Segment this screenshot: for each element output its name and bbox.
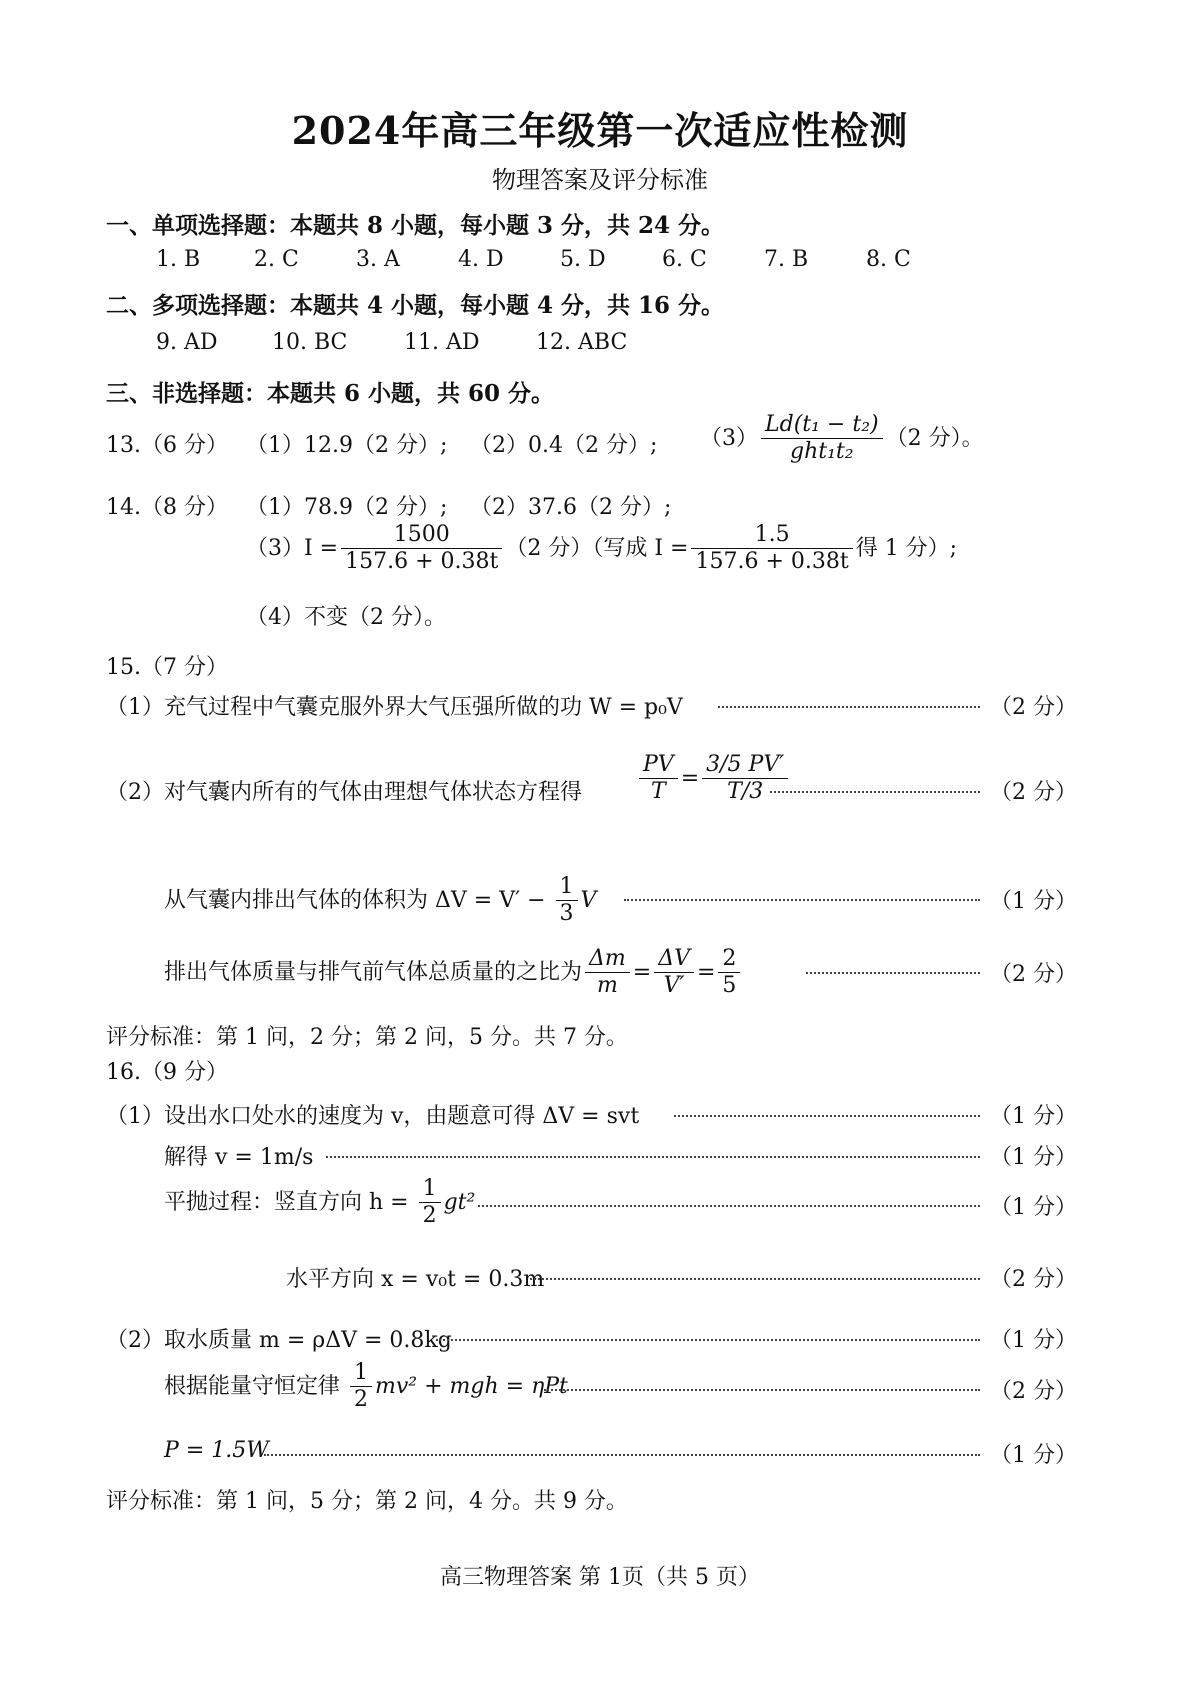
q14-fraction-alt-denominator: 157.6 + 0.38t — [695, 549, 849, 575]
q14-fraction-alt — [691, 522, 852, 576]
answer-10: 10. BC — [272, 330, 348, 355]
q13-part3-suffix: （2 分）。 — [885, 425, 984, 451]
leader-dots — [436, 1339, 980, 1341]
q15-line3 — [164, 874, 596, 928]
page-title: 2024年高三年级第一次适应性检测 — [291, 108, 909, 153]
q15-line3-text: 从气囊内排出气体的体积为 ΔV = V′ − — [164, 887, 553, 913]
q16-line3 — [164, 1176, 475, 1230]
q14-fraction-main-numerator: 1500 — [341, 522, 502, 549]
leader-dots — [264, 1454, 980, 1456]
answer-2: 2. C — [254, 247, 299, 272]
section3-heading: 三、非选择题：本题共 6 小题，共 60 分。 — [106, 380, 555, 407]
leader-dots — [770, 791, 980, 793]
q15-rhs-fraction — [702, 752, 788, 806]
q14-fraction-alt-numerator: 1.5 — [691, 522, 852, 549]
q16-line3-fraction — [419, 1176, 441, 1230]
leader-dots — [544, 1389, 980, 1391]
q13-part3-prefix: （3） — [700, 425, 758, 451]
q16-line6-numerator: 1 — [350, 1360, 372, 1387]
q16-line3-denominator: 2 — [422, 1203, 437, 1229]
answer-12: 12. ABC — [536, 330, 628, 355]
q16-line1-score: （1 分） — [990, 1104, 1077, 1129]
q13-label: 13.（6 分） — [106, 433, 228, 458]
q16-line6-score: （2 分） — [990, 1379, 1077, 1404]
q14-part3 — [246, 522, 957, 576]
q16-line3-numerator: 1 — [419, 1176, 441, 1203]
q13-fraction — [761, 412, 883, 466]
q15-criteria: 评分标准：第 1 问，2 分；第 2 问，5 分。共 7 分。 — [106, 1025, 628, 1050]
q16-line6-tail: mv² + mgh = ηPt — [375, 1373, 568, 1399]
q14-part4: （4）不变（2 分）。 — [246, 605, 446, 630]
leader-dots — [674, 1115, 980, 1117]
q15-line1: （1）充气过程中气囊克服外界大气压强所做的功 W = p₀V — [106, 695, 683, 720]
page-subtitle: 物理答案及评分标准 — [492, 166, 708, 194]
q15-line3-numerator: 1 — [556, 874, 578, 901]
answer-1: 1. B — [156, 247, 201, 272]
q15-rhs-numerator: 3/5 PV′ — [702, 752, 788, 779]
q15-line3-denominator: 3 — [559, 901, 574, 927]
q16-line2-score: （1 分） — [990, 1145, 1077, 1170]
q15-lhs-numerator: PV — [639, 752, 678, 779]
q15-line4-score: （2 分） — [990, 962, 1077, 987]
answer-3: 3. A — [356, 247, 400, 272]
q16-line6-fraction — [350, 1360, 372, 1414]
q16-line4: 水平方向 x = v₀t = 0.3m — [286, 1267, 545, 1292]
q15-line4-f2-den: V′ — [663, 973, 685, 999]
q15-line4-fraction2 — [654, 946, 694, 1000]
q15-line3-tail: V — [580, 887, 597, 913]
q15-label: 15.（7 分） — [106, 655, 228, 680]
q15-line4: 排出气体质量与排气前气体总质量的之比为 $\frac{\Delta m}{m}$ = $\frac{\Delta V}{V'}$ = $\frac{2}{5}$ — [164, 946, 743, 1000]
q15-line3-fraction — [556, 874, 578, 928]
q13-part2: （2）0.4（2 分）; — [470, 433, 658, 458]
leader-dots — [530, 1278, 980, 1280]
q16-line5-score: （1 分） — [990, 1328, 1077, 1353]
q16-line3-text: 平抛过程：竖直方向 h = — [164, 1189, 416, 1215]
q14-fraction-main-denominator: 157.6 + 0.38t — [345, 549, 499, 575]
q16-line6-text: 根据能量守恒定律 — [164, 1373, 347, 1399]
leader-dots — [478, 1205, 980, 1207]
q16-line1: （1）设出水口处水的速度为 v，由题意可得 ΔV = svt — [106, 1104, 640, 1129]
answer-4: 4. D — [458, 247, 504, 272]
q15-line2: （2）对气囊内所有的气体由理想气体状态方程得 — [106, 780, 582, 805]
q16-line5: （2）取水质量 m = ρΔV = 0.8kg — [106, 1328, 452, 1353]
q14-fraction-main — [341, 522, 502, 576]
q15-line4-f2-num: ΔV — [654, 946, 694, 973]
q16-line6-denominator: 2 — [354, 1387, 368, 1413]
q13-fraction-numerator: Ld(t₁ − t₂) — [761, 412, 883, 439]
q15-line4-f1-num: Δm — [585, 946, 630, 973]
q15-rhs-denominator: T/3 — [727, 779, 764, 805]
q14-part3-middle: （2 分）（写成 I = — [505, 535, 689, 561]
q16-label: 16.（9 分） — [106, 1060, 228, 1085]
q15-lhs-denominator: T — [651, 779, 666, 805]
answer-5: 5. D — [560, 247, 606, 272]
leader-dots — [326, 1156, 980, 1158]
q14-part2: （2）37.6（2 分）; — [470, 495, 672, 520]
q13-fraction-denominator: ght₁t₂ — [790, 439, 854, 465]
q16-line6 — [164, 1360, 568, 1414]
q16-line3-score: （1 分） — [990, 1195, 1077, 1220]
q14-part3-suffix: 得 1 分）; — [855, 535, 958, 561]
answer-6: 6. C — [662, 247, 707, 272]
q14-part1: （1）78.9（2 分）; — [246, 495, 448, 520]
q16-criteria: 评分标准：第 1 问，5 分；第 2 问，4 分。共 9 分。 — [106, 1489, 628, 1514]
q15-line2-score: （2 分） — [990, 780, 1077, 805]
section1-heading: 一、单项选择题：本题共 8 小题，每小题 3 分，共 24 分。 — [106, 212, 725, 239]
leader-dots — [718, 706, 980, 708]
q15-line3-score: （1 分） — [990, 889, 1077, 914]
q15-line4-f3-num: 2 — [718, 946, 740, 973]
q15-line4-fraction1 — [585, 946, 630, 1000]
leader-dots — [806, 972, 980, 974]
q13-part1: （1）12.9（2 分）; — [246, 433, 448, 458]
q16-line7: P = 1.5W — [164, 1438, 269, 1463]
q15-line4-fraction3 — [718, 946, 740, 1000]
q15-line4-f1-den: m — [596, 973, 618, 999]
q16-line4-score: （2 分） — [990, 1267, 1077, 1292]
answer-7: 7. B — [764, 247, 809, 272]
answer-11: 11. AD — [404, 330, 480, 355]
q15-line2-equation: $\frac{PV}{T}$ = $\frac{3/5 PV'}{T/3}$ — [636, 752, 791, 806]
page-footer: 高三物理答案 第 1页（共 5 页） — [440, 1565, 760, 1590]
q16-line3-tail: gt² — [443, 1189, 476, 1215]
q15-line4-text: 排出气体质量与排气前气体总质量的之比为 — [164, 959, 583, 985]
q13-part3 — [700, 412, 984, 466]
q16-line7-score: （1 分） — [990, 1443, 1077, 1468]
q14-part3-prefix: （3）I = — [246, 535, 339, 561]
q16-line2: 解得 v = 1m/s — [164, 1145, 314, 1170]
q15-line1-score: （2 分） — [990, 695, 1077, 720]
answer-9: 9. AD — [156, 330, 218, 355]
answer-8: 8. C — [866, 247, 911, 272]
leader-dots — [624, 899, 980, 901]
q15-line4-f3-den: 5 — [722, 973, 737, 999]
q14-label: 14.（8 分） — [106, 495, 228, 520]
q15-lhs-fraction — [639, 752, 678, 806]
section2-heading: 二、多项选择题：本题共 4 小题，每小题 4 分，共 16 分。 — [106, 292, 725, 319]
